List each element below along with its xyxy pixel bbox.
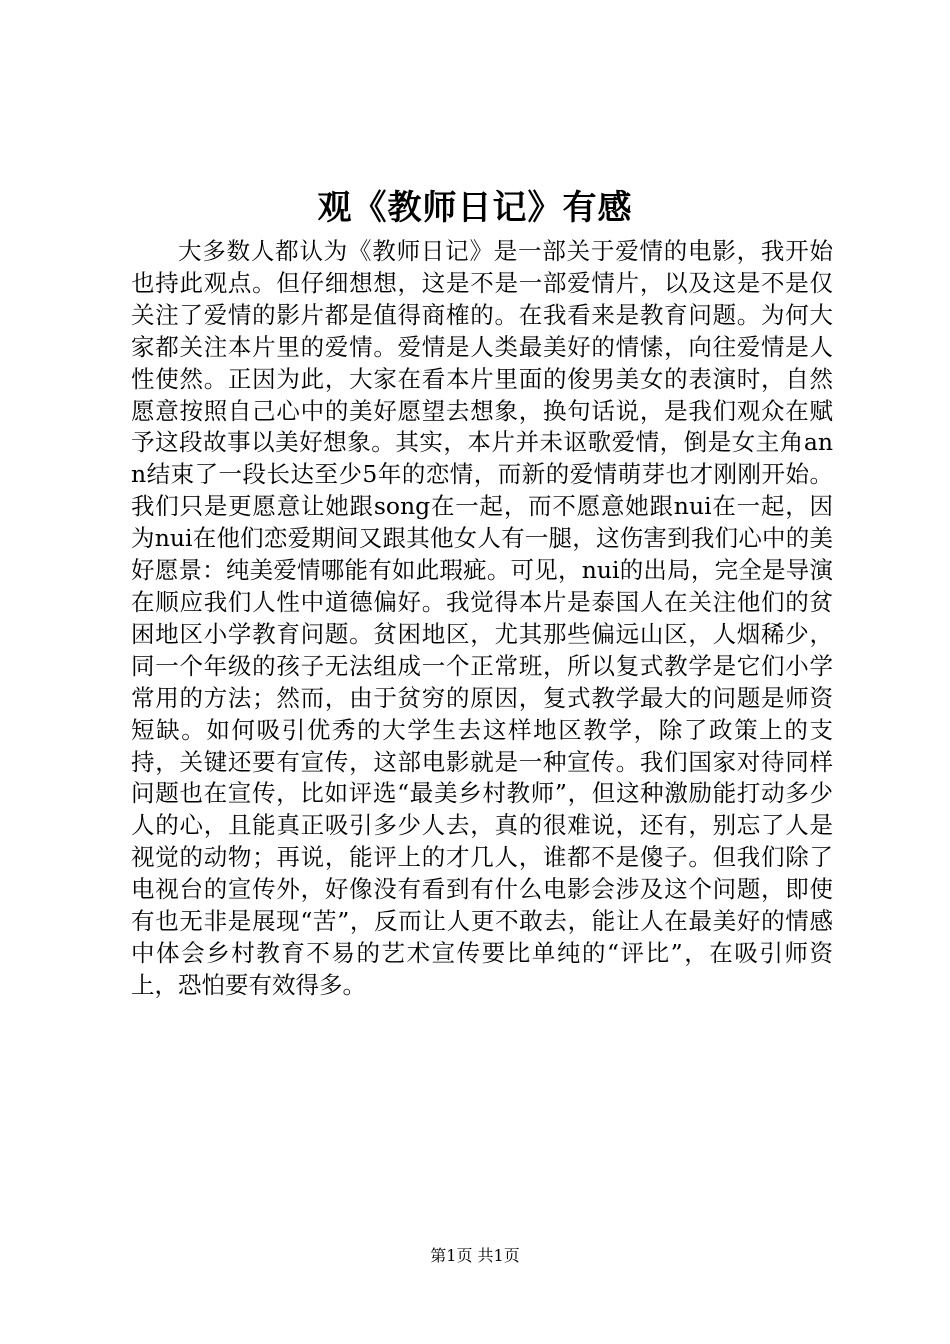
- page-footer: 第1页 共1页: [430, 1246, 520, 1265]
- document-title: 观《教师日记》有感: [317, 188, 633, 228]
- document-body-paragraph: 大多数人都认为《教师日记》是一部关于爱情的电影，我开始也持此观点。但仔细想想，这是不是一部爱情片，以及这是不是仅关注了爱情的影片都是值得商榷的。在我看来是教育问题。为何大家都关注本片里的爱情。爱情是人类最美好的情愫，向往爱情是人性使然。正因为此，大家在看本片里面的俊男美女的表演时，自然愿意按照自己心中的美好愿望去想象，换句话说，是我们观众在赋予这段故事以美好想象。其实，本片并未讴歌爱情，倒是女主角ann结束了一段长达至少5年的恋情，而新的爱情萌芽也才刚刚开始。我们只是更愿意让她跟song在一起，而不愿意她跟nui在一起，因为nui在他们恋爱期间又跟其他女人有一腿，这伤害到我们心中的美好愿景：纯美爱情哪能有如此瑕疵。可见，nui的出局，完全是导演在顺应我们人性中道德偏好。我觉得本片是泰国人在关注他们的贫困地区小学教育问题。贫困地区，尤其那些偏远山区，人烟稀少，同一个年级的孩子无法组成一个正常班，所以复式教学是它们小学常用的方法；然而，由于贫穷的原因，复式教学最大的问题是师资短缺。如何吸引优秀的大学生去这样地区教学，除了政策上的支持，关键还要有宣传，这部电影就是一种宣传。我们国家对待同样问题也在宣传，比如评选“最美乡村教师”，但这种激励能打动多少人的心，且能真正吸引多少人去，真的很难说，还有，别忘了人是视觉的动物；再说，能评上的才几人，谁都不是傻子。但我们除了电视台的宣传外，好像没有看到有什么电影会涉及这个问题，即使有也无非是展现“苦”，反而让人更不敢去，能让人在最美好的情感中体会乡村教育不易的艺术宣传要比单纯的“评比”，在吸引师资上，恐怕要有效得多。: [131, 237, 833, 999]
